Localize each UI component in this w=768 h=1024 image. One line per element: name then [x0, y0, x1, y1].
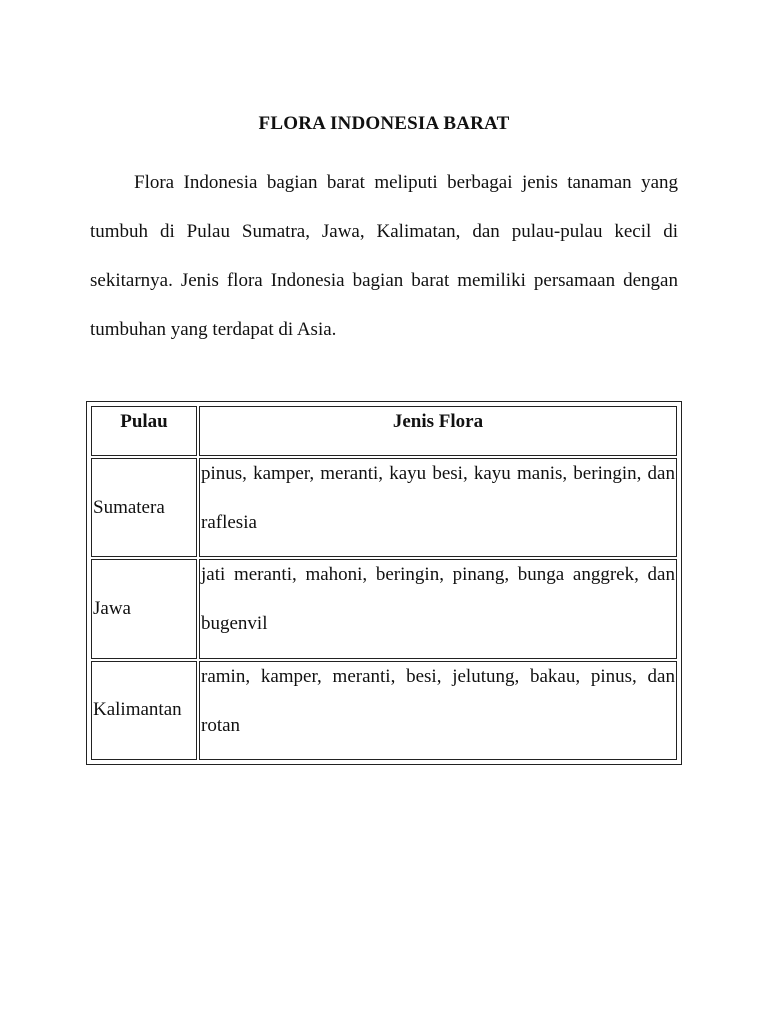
- header-pulau: Pulau: [91, 406, 197, 456]
- cell-flora: [199, 661, 677, 760]
- cell-flora-text: pinus, kamper, meranti, kayu besi, kayu manis, beringin, dan raflesia: [201, 463, 675, 534]
- table-row: [91, 559, 677, 658]
- cell-pulau: Jawa: [91, 559, 197, 658]
- flora-table-frame: [86, 401, 682, 765]
- table-row: [91, 661, 677, 760]
- cell-flora-text: ramin, kamper, meranti, besi, jelutung, bakau, pinus, dan rotan: [201, 665, 675, 736]
- intro-paragraph: Flora Indonesia bagian barat meliputi berbagai jenis tanaman yang tumbuh di Pulau Sumatra, Jawa, Kalimatan, dan pulau-pulau kecil di sekitarnya. Jenis flora Indonesia bagian barat memiliki persamaan dengan tumbuhan yang terdapat di Asia.: [90, 172, 678, 340]
- flora-table: [89, 404, 679, 762]
- cell-flora-text: jati meranti, mahoni, beringin, pinang, bunga anggrek, dan bugenvil: [201, 564, 675, 635]
- cell-flora: [199, 559, 677, 658]
- table-row: [91, 458, 677, 557]
- document-title: FLORA INDONESIA BARAT: [258, 113, 510, 134]
- cell-pulau: Sumatera: [91, 458, 197, 557]
- cell-flora: [199, 458, 677, 557]
- cell-pulau: Kalimantan: [91, 661, 197, 760]
- header-jenis-flora: Jenis Flora: [199, 406, 677, 456]
